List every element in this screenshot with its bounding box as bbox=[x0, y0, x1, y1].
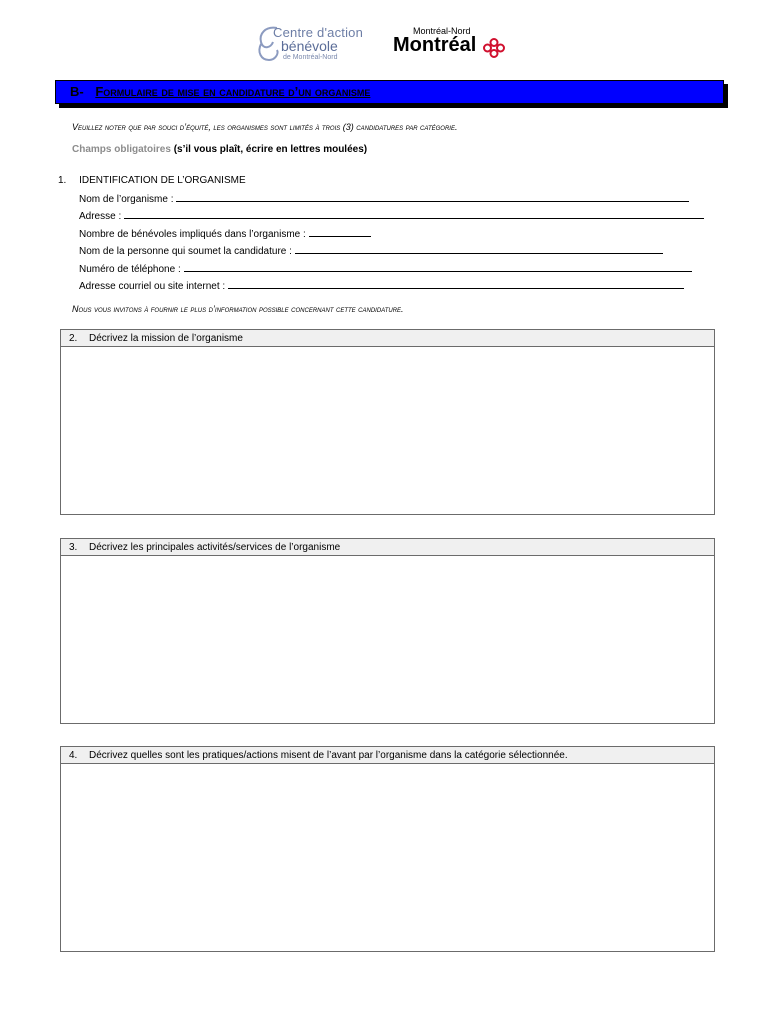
header-prefix: B- bbox=[70, 84, 84, 99]
mission-textarea[interactable] bbox=[61, 347, 714, 514]
form-header bbox=[55, 80, 724, 104]
practices-box-header bbox=[61, 747, 714, 764]
montreal-logo-borough: Montréal-Nord bbox=[413, 26, 471, 36]
address-input[interactable] bbox=[124, 210, 704, 219]
required-fields-instructions: (s’il vous plaît, écrire en lettres moulées) bbox=[173, 144, 368, 155]
field-organization-name bbox=[79, 193, 689, 205]
field-label: Adresse : bbox=[79, 211, 125, 222]
box-label: Décrivez quelles sont les pratiques/actions misent de l’avant par l’organisme dans la catégorie sélectionnée. bbox=[89, 750, 568, 761]
section-number: 1. bbox=[58, 175, 67, 186]
activities-box-header bbox=[61, 539, 714, 556]
field-label: Adresse courriel ou site internet : bbox=[79, 281, 228, 292]
box-number: 4. bbox=[69, 750, 78, 761]
equity-note: Veuillez noter que par souci d’équité, les organismes sont limités à trois (3) candidatures par catégorie. bbox=[72, 122, 458, 132]
section-identification-heading bbox=[58, 175, 246, 186]
cab-logo bbox=[255, 24, 375, 64]
volunteer-count-input[interactable] bbox=[309, 228, 371, 237]
montreal-logo-city: Montréal bbox=[393, 34, 477, 56]
section-title: IDENTIFICATION DE L’ORGANISME bbox=[79, 175, 246, 186]
box-label: Décrivez la mission de l’organisme bbox=[89, 333, 243, 344]
practices-textarea[interactable] bbox=[61, 764, 714, 951]
mission-box bbox=[60, 329, 715, 515]
field-volunteer-count bbox=[79, 228, 371, 240]
box-number: 3. bbox=[69, 542, 78, 553]
field-phone bbox=[79, 263, 692, 275]
field-submitter-name bbox=[79, 245, 663, 257]
information-invite: Nous vous invitons à fournir le plus d’information possible concernant cette candidature. bbox=[72, 304, 404, 314]
phone-input[interactable] bbox=[184, 263, 692, 272]
field-label: Nom de la personne qui soumet la candidature : bbox=[79, 246, 295, 257]
activities-box bbox=[60, 538, 715, 724]
header-title: Formulaire de mise en candidature d’un organisme bbox=[95, 84, 371, 99]
box-label: Décrivez les principales activités/services de l’organisme bbox=[89, 542, 341, 553]
field-address bbox=[79, 210, 704, 222]
cab-logo-line3: de Montréal-Nord bbox=[283, 54, 338, 61]
field-email-website bbox=[79, 280, 684, 292]
montreal-rosette-icon bbox=[483, 38, 505, 58]
organization-name-input[interactable] bbox=[176, 193, 689, 202]
practices-box bbox=[60, 746, 715, 952]
cab-logo-line1: Centre d'action bbox=[273, 25, 364, 40]
field-label: Numéro de téléphone : bbox=[79, 264, 184, 275]
field-label: Nombre de bénévoles impliqués dans l’organisme : bbox=[79, 229, 309, 240]
activities-textarea[interactable] bbox=[61, 556, 714, 723]
mission-box-header bbox=[61, 330, 714, 347]
submitter-name-input[interactable] bbox=[295, 245, 663, 254]
required-fields-note bbox=[72, 144, 367, 155]
montreal-logo bbox=[393, 24, 513, 60]
cab-logo-line2: bénévole bbox=[281, 38, 338, 54]
box-number: 2. bbox=[69, 333, 78, 344]
field-label: Nom de l’organisme : bbox=[79, 194, 177, 205]
email-website-input[interactable] bbox=[228, 280, 684, 289]
required-fields-highlight: Champs obligatoires bbox=[72, 144, 171, 155]
